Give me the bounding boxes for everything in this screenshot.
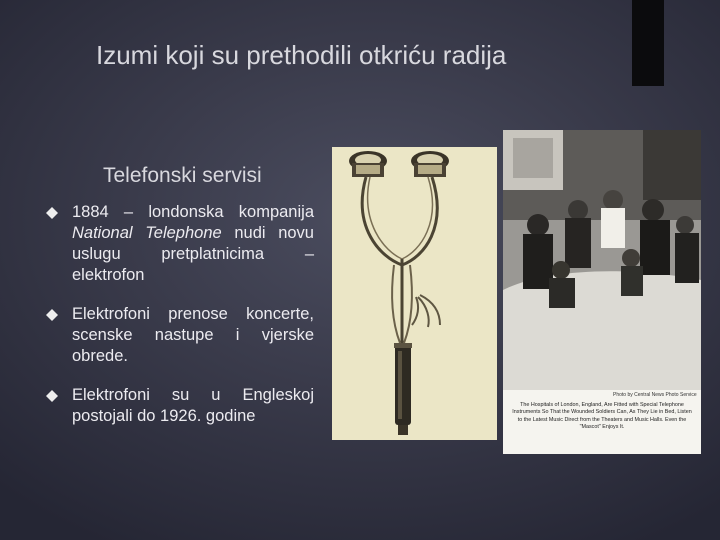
photo-credit: Photo by Central News Photo Service bbox=[613, 392, 697, 398]
electrophone-headset-image bbox=[332, 147, 497, 440]
bullet-text-part: Elektrofoni su u Engleskoj postojali do 1926. godine bbox=[72, 386, 314, 425]
photo-caption: The Hospitals of London, England, Are Fitted with Special Telephone Instruments So That the Wounded Soldiers Can, As They Lie in Bed, Listen to the Latest Music Direct from the Theaters and Music Halls. Even the "Mascot" Enjoys It. bbox=[512, 402, 692, 431]
slide-subtitle: Telefonski servisi bbox=[103, 164, 262, 187]
bullet-text-part: Elektrofoni prenose koncerte, scenske nastupe i vjerske obrede. bbox=[72, 305, 314, 365]
slide-title: Izumi koji su prethodili otkriću radija bbox=[96, 40, 507, 70]
bullet-text-part: 1884 – londonska kompanija bbox=[72, 203, 314, 221]
bullet-item bbox=[46, 304, 314, 367]
bullet-item bbox=[46, 385, 314, 427]
bullet-item bbox=[46, 202, 314, 286]
bullet-text-italic: National Telephone bbox=[72, 224, 222, 242]
diamond-bullet-icon bbox=[46, 207, 58, 219]
bullet-list bbox=[46, 202, 314, 445]
diamond-bullet-icon bbox=[46, 309, 58, 321]
left-earpiece-icon bbox=[349, 151, 387, 177]
corner-accent-bar bbox=[632, 0, 664, 86]
bullet-text-part: nudi novu uslugu pretplatnicima – elektrofon bbox=[72, 224, 314, 284]
right-earpiece-icon bbox=[411, 151, 449, 177]
diamond-bullet-icon bbox=[46, 390, 58, 402]
hospital-photo-image bbox=[503, 130, 701, 454]
